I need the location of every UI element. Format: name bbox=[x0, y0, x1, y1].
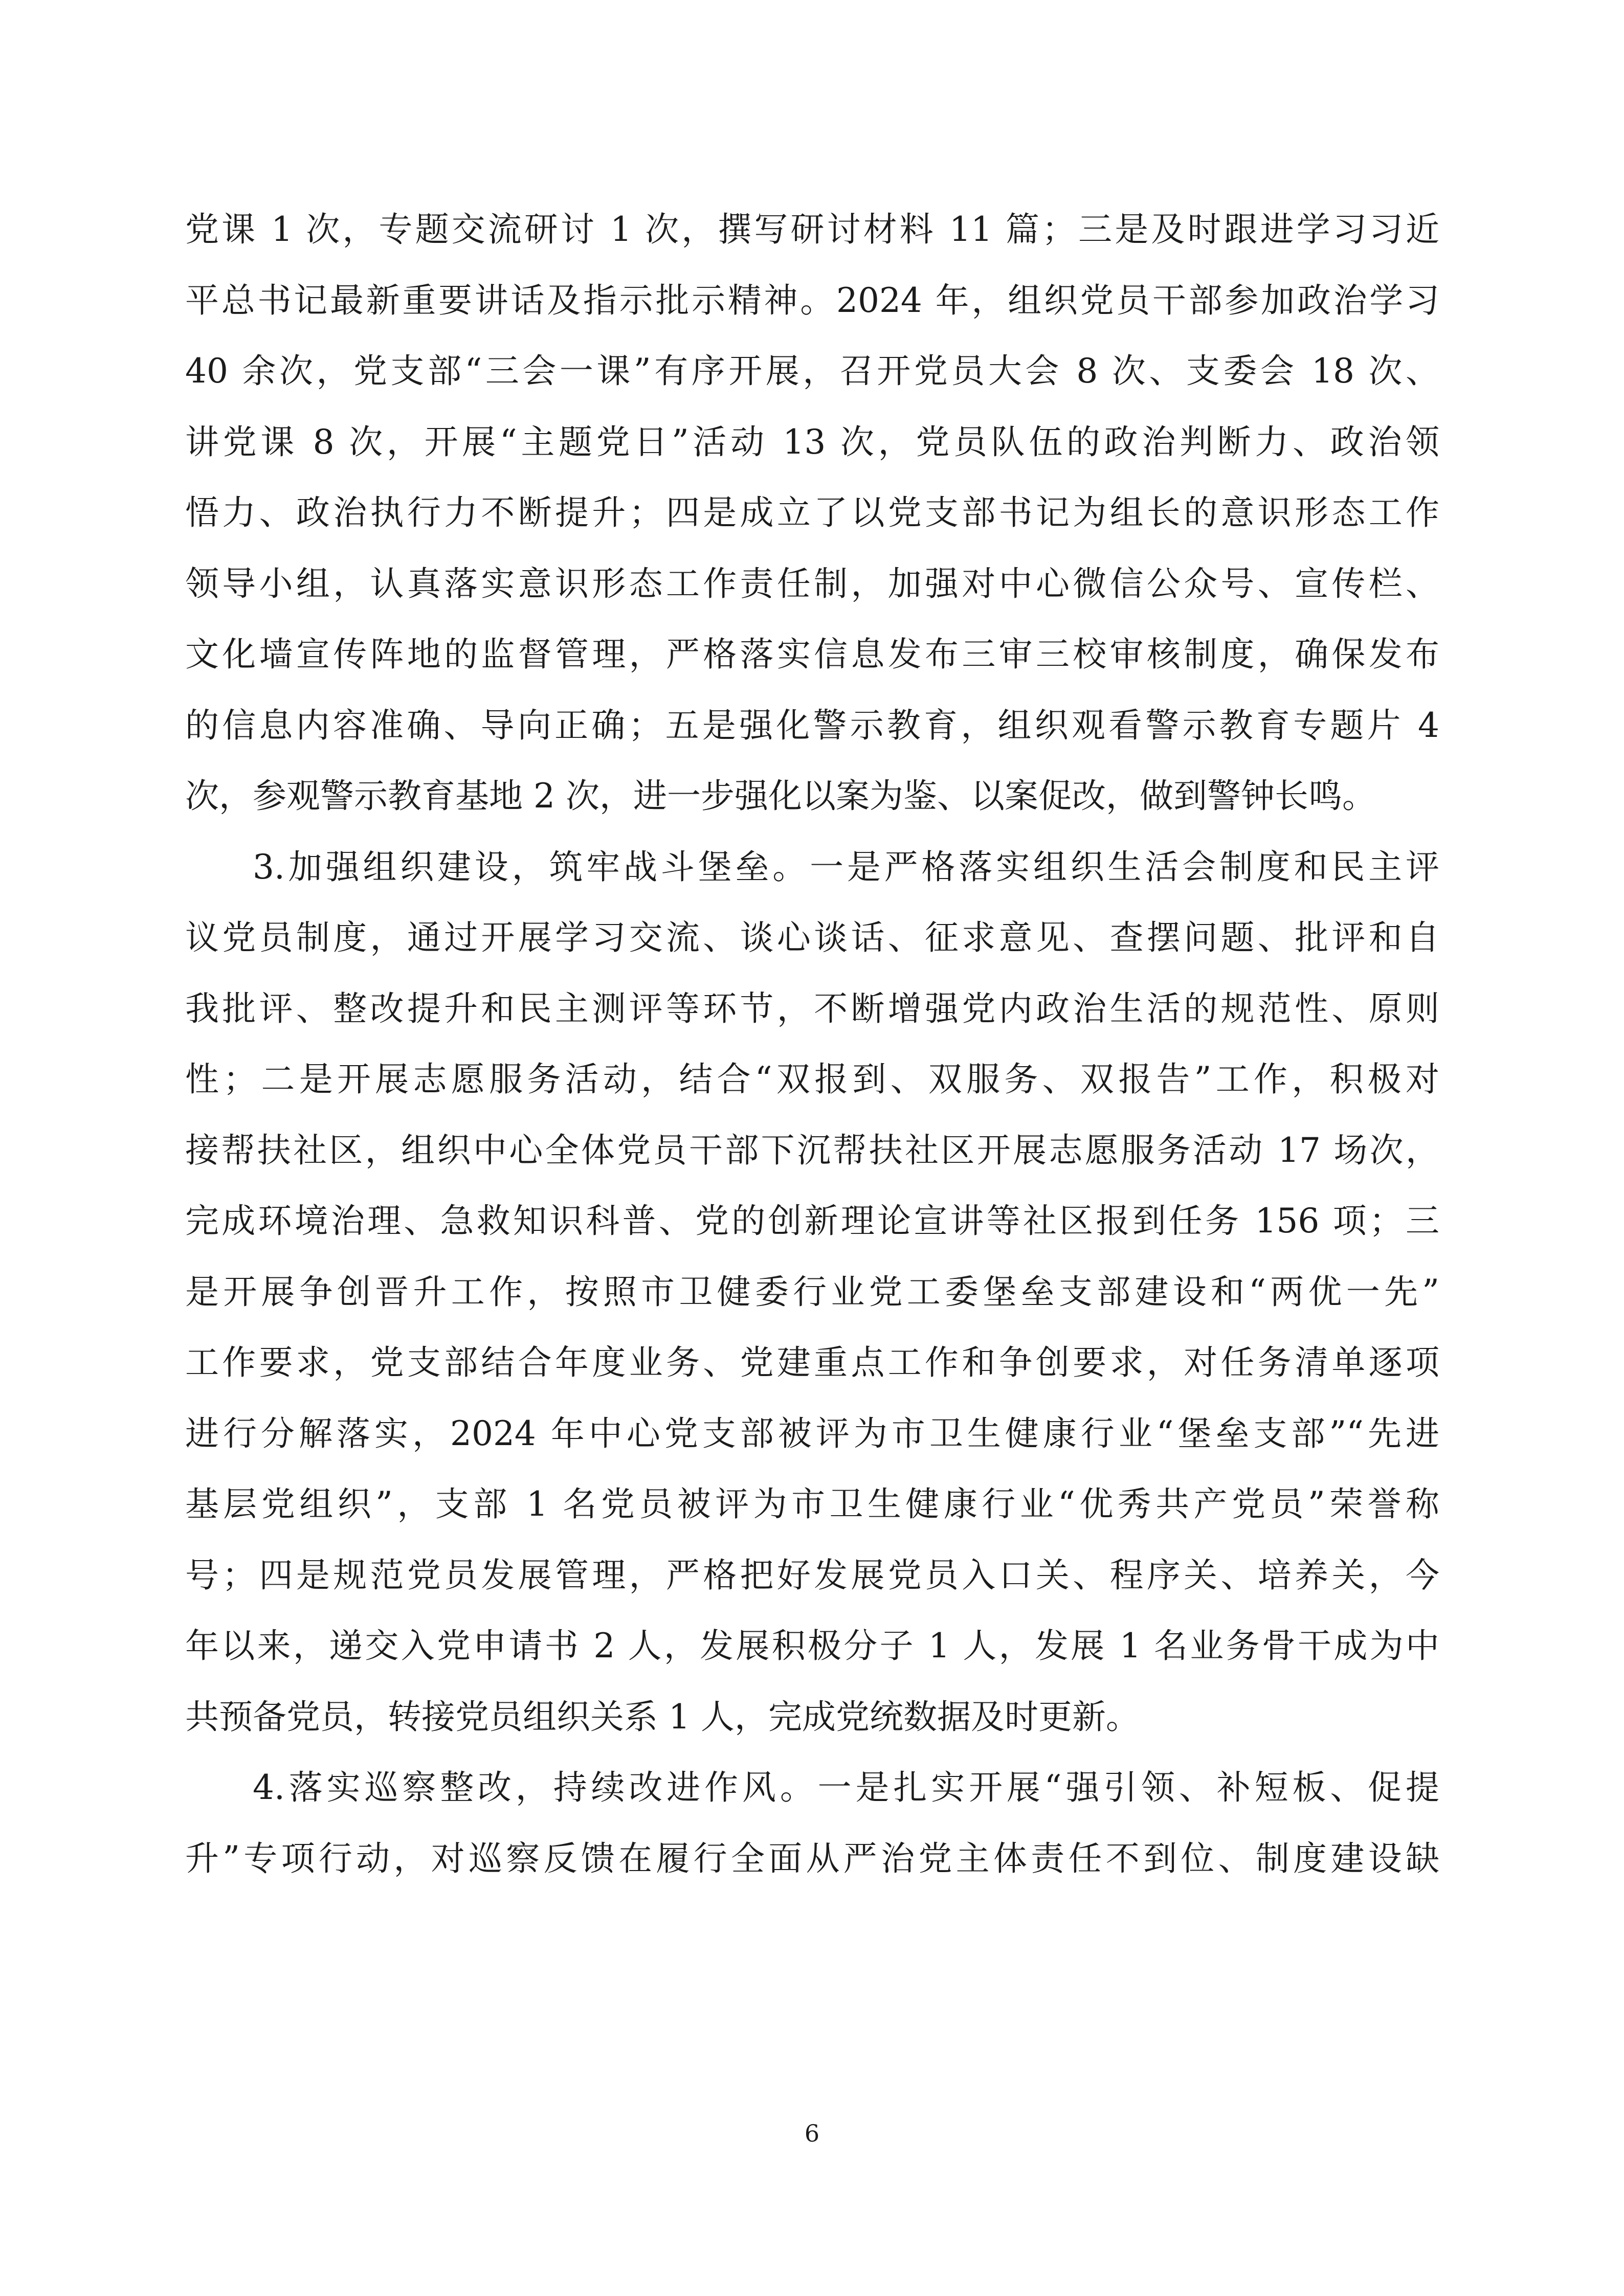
page-number: 6 bbox=[804, 2120, 820, 2147]
paragraph-political-study bbox=[185, 194, 1439, 832]
text-line: 领导小组，认真落实意识形态工作责任制，加强对中心微信公众号、宣传栏、 bbox=[185, 564, 1439, 603]
text-line: 工作要求，党支部结合年度业务、党建重点工作和争创要求，对任务清单逐项 bbox=[185, 1343, 1439, 1382]
section-heading-line: 3.加强组织建设，筑牢战斗堡垒。一是严格落实组织生活会制度和民主评 bbox=[253, 847, 1439, 887]
text-line: 年以来，递交入党申请书 2 人，发展积极分子 1 人，发展 1 名业务骨干成为中 bbox=[185, 1626, 1439, 1665]
text-line: 文化墙宣传阵地的监督管理，严格落实信息发布三审三校审核制度，确保发布 bbox=[185, 635, 1439, 674]
text-line: 平总书记最新重要讲话及指示批示精神。2024 年，组织党员干部参加政治学习 bbox=[185, 280, 1439, 320]
text-line: 党课 1 次，专题交流研讨 1 次，撰写研讨材料 11 篇；三是及时跟进学习习近 bbox=[185, 210, 1439, 249]
text-line: 讲党课 8 次，开展“主题党日”活动 13 次，党员队伍的政治判断力、政治领 bbox=[185, 422, 1439, 462]
paragraph-organization-building bbox=[185, 832, 1439, 1753]
paragraph-inspection-rectification bbox=[185, 1752, 1439, 1894]
text-line: 性；二是开展志愿服务活动，结合“双报到、双服务、双报告”工作，积极对 bbox=[185, 1060, 1439, 1099]
text-line: 完成环境治理、急救知识科普、党的创新理论宣讲等社区报到任务 156 项；三 bbox=[185, 1201, 1439, 1241]
text-line: 是开展争创晋升工作，按照市卫健委行业党工委堡垒支部建设和“两优一先” bbox=[185, 1272, 1439, 1312]
text-line: 的信息内容准确、导向正确；五是强化警示教育，组织观看警示教育专题片 4 bbox=[185, 705, 1439, 745]
text-line: 接帮扶社区，组织中心全体党员干部下沉帮扶社区开展志愿服务活动 17 场次， bbox=[185, 1130, 1439, 1170]
text-line: 议党员制度，通过开展学习交流、谈心谈话、征求意见、查摆问题、批评和自 bbox=[185, 918, 1439, 957]
body-text bbox=[185, 194, 1439, 1894]
text-line: 号；四是规范党员发展管理，严格把好发展党员入口关、程序关、培养关，今 bbox=[185, 1555, 1439, 1595]
text-line: 进行分解落实，2024 年中心党支部被评为市卫生健康行业“堡垒支部”“先进 bbox=[185, 1413, 1439, 1453]
text-line: 我批评、整改提升和民主测评等环节，不断增强党内政治生活的规范性、原则 bbox=[185, 988, 1439, 1028]
text-line: 共预备党员，转接党员组织关系 1 人，完成党统数据及时更新。 bbox=[185, 1697, 1140, 1737]
text-line: 40 余次，党支部“三会一课”有序开展，召开党员大会 8 次、支委会 18 次、 bbox=[185, 351, 1439, 391]
text-line: 基层党组织”，支部 1 名党员被评为市卫生健康行业“优秀共产党员”荣誉称 bbox=[185, 1484, 1439, 1524]
text-line: 次，参观警示教育基地 2 次，进一步强化以案为鉴、以案促改，做到警钟长鸣。 bbox=[185, 776, 1376, 816]
text-line: 升”专项行动，对巡察反馈在履行全面从严治党主体责任不到位、制度建设缺 bbox=[185, 1838, 1439, 1878]
text-line: 悟力、政治执行力不断提升；四是成立了以党支部书记为组长的意识形态工作 bbox=[185, 493, 1439, 532]
section-heading-line: 4.落实巡察整改，持续改进作风。一是扎实开展“强引领、补短板、促提 bbox=[253, 1768, 1439, 1807]
